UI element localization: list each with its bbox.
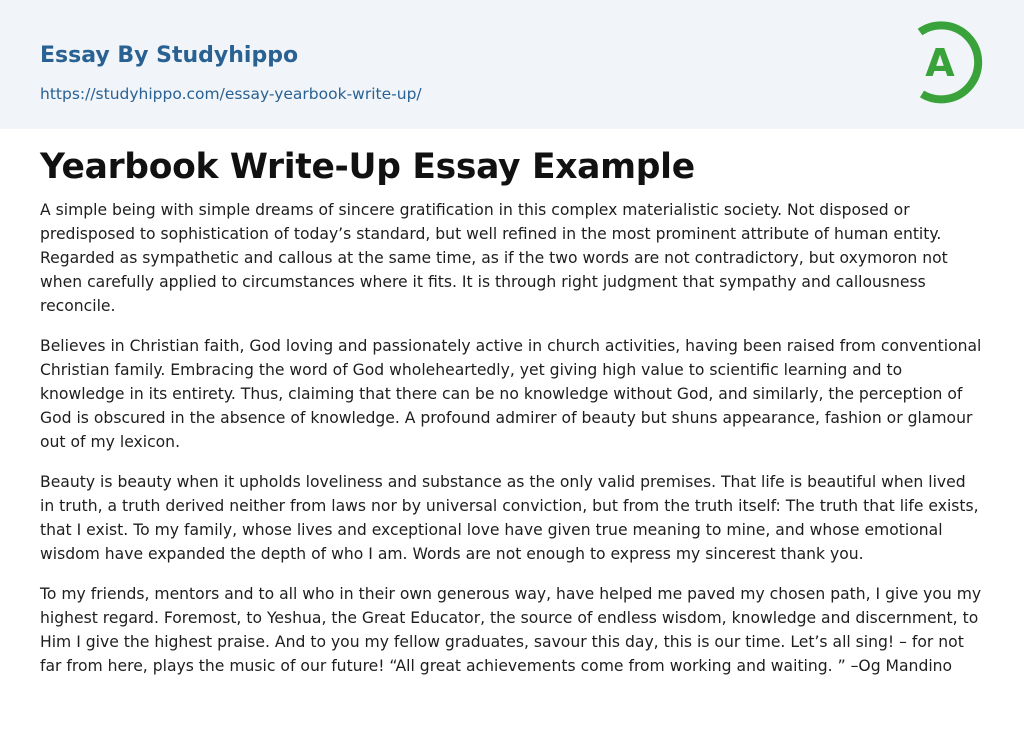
- essay-paragraph-2: Believes in Christian faith, God loving and passionately active in church activities, having been raised from conventional Christian family. Embracing the word of God wholeheartedly, yet giving high value to scientific learning and to knowledge in its entirety. Thus, claiming that there can be no knowledge without God, and similarly, the perception of God is obscured in the absence of knowledge. A profound admirer of beauty but shuns appearance, fashion or glamour out of my lexicon.: [40, 337, 982, 451]
- brand-title[interactable]: Essay By Studyhippo: [40, 43, 299, 68]
- essay-paragraph-1: A simple being with simple dreams of sincere gratification in this complex materialistic society. Not disposed or predisposed to sophistication of today’s standard, but well refined in the most prominent attribute of human entity. Regarded as sympathetic and callous at the same time, as if the two words are not contradictory, but oxymoron not when carefully applied to circumstances where it fits. It is through right judgment that sympathy and callousness reconcile.: [40, 201, 948, 315]
- essay-body: [40, 198, 984, 678]
- logo-letter: A: [925, 41, 955, 85]
- essay-paragraph-4: To my friends, mentors and to all who in their own generous way, have helped me paved my chosen path, I give you my highest regard. Foremost, to Yeshua, the Great Educator, the source of endless wisdom, knowledge and discernment, to Him I give the highest praise. And to you my fellow graduates, savour this day, this is our time. Let’s all sing! – for not far from here, plays the music of our future! “All great achievements come from working and waiting. ” –Og Mandino: [40, 585, 982, 675]
- essay-url-link[interactable]: https://studyhippo.com/essay-yearbook-write-up/: [40, 85, 422, 103]
- essay-title: Yearbook Write-Up Essay Example: [40, 147, 695, 187]
- studyhippo-logo-icon[interactable]: [912, 18, 988, 106]
- site-header: [0, 0, 1024, 129]
- essay-content: [40, 144, 984, 694]
- essay-paragraph-3: Beauty is beauty when it upholds loveliness and substance as the only valid premises. That life is beautiful when lived in truth, a truth derived neither from laws nor by universal conviction, but from the truth itself: The truth that life exists, that I exist. To my family, whose lives and exceptional love have given true meaning to mine, and whose emotional wisdom have expanded the depth of who I am. Words are not enough to express my sincerest thank you.: [40, 473, 979, 563]
